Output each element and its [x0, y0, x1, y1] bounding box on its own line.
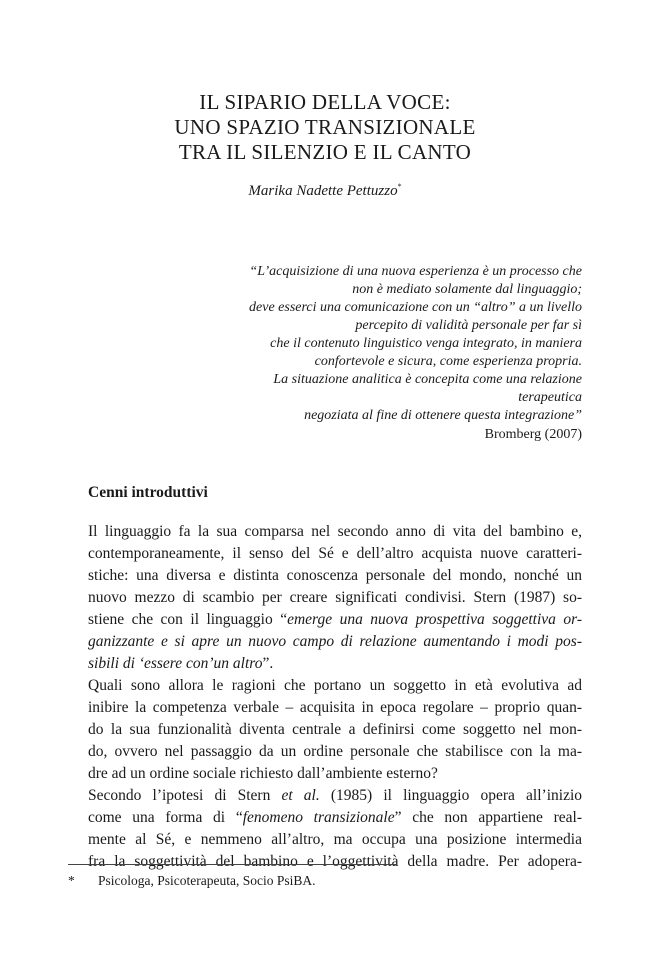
epigraph-line: che il contenuto linguistico venga integrato, in maniera — [270, 336, 582, 351]
body-text-run: Secondo l’ipotesi di Stern — [88, 787, 282, 804]
author-footnote-mark: * — [397, 182, 402, 191]
epigraph-line: deve esserci una comunicazione con un “altro” a un livello — [249, 300, 582, 315]
footnote — [68, 873, 315, 889]
body-line: Quali sono allora le ragioni che portano un soggetto in età evolutiva ad — [88, 677, 582, 694]
epigraph-line: non è mediato solamente dal linguaggio; — [352, 282, 582, 297]
footnote-mark: * — [68, 873, 75, 888]
epigraph — [192, 263, 582, 444]
section-heading: Cenni introduttivi — [88, 484, 208, 501]
paragraph — [68, 521, 582, 675]
body-text-run: (1985) il linguaggio opera all’inizio — [319, 787, 582, 804]
quote-italic: emerge una nuova prospettiva soggettiva or- — [287, 611, 582, 628]
body-text-run: ” che non appartiene real- — [394, 809, 583, 826]
author-name: Marika Nadette Pettuzzo — [248, 183, 398, 199]
body-text-run: ”. — [262, 655, 274, 672]
body-line — [68, 653, 582, 675]
body-line: mente al Sé, e nemmeno all’altro, ma occupa una posizione intermedia — [88, 831, 582, 848]
title-line: TRA IL SILENZIO E IL CANTO — [178, 140, 472, 164]
body-line: do la sua funzionalità diventa centrale a definirsi come soggetto nel mon- — [88, 721, 582, 738]
body-text-run: come una forma di “ — [88, 809, 243, 826]
body-line: dre ad un ordine sociale richiesto dall’ambiente esterno? — [88, 765, 438, 782]
body-line: do, ovvero nel passaggio da un ordine personale che stabilisce con la ma- — [88, 743, 582, 760]
epigraph-line: “L’acquisizione di una nuova esperienza è un processo che — [249, 264, 582, 279]
body-line: inibire la competenza verbale – acquisita in epoca regolare – proprio quan- — [88, 699, 582, 716]
body-line — [68, 807, 582, 829]
quote-italic: sibili di ‘essere con’un altro — [88, 655, 263, 672]
body-line: fra la soggettività del bambino e l’oggettività della madre. Per adopera- — [88, 853, 582, 870]
author-line — [0, 182, 650, 200]
paragraph — [68, 785, 582, 873]
body-text — [68, 521, 582, 873]
body-line — [68, 631, 582, 653]
body-text-run: stiene che con il linguaggio “ — [88, 611, 288, 628]
footnote-text: Psicologa, Psicoterapeuta, Socio PsiBA. — [98, 873, 316, 888]
body-line: stiche: una diversa e distinta conoscenza personale del mondo, nonché un — [88, 567, 582, 584]
paragraph — [68, 675, 582, 785]
quote-italic: ganizzante e si apre un nuovo campo di relazione aumentando i modi pos- — [88, 633, 582, 650]
article-title — [0, 90, 650, 165]
body-line: nuovo mezzo di scambio per creare significati condivisi. Stern (1987) so- — [88, 589, 582, 606]
title-line: IL SIPARIO DELLA VOCE: — [199, 90, 451, 114]
epigraph-line: confortevole e sicura, come esperienza propria. — [314, 354, 582, 369]
epigraph-line: percepito di validità personale per far sì — [355, 318, 582, 333]
epigraph-line: negoziata al fine di ottenere questa integrazione” — [304, 408, 582, 423]
italic-term: et al. — [281, 787, 320, 804]
footnote-divider — [68, 864, 396, 865]
title-line: UNO SPAZIO TRANSIZIONALE — [174, 115, 476, 139]
epigraph-line: terapeutica — [518, 390, 582, 405]
epigraph-line: La situazione analitica è concepita come una relazione — [273, 372, 582, 387]
body-line: contemporaneamente, il senso del Sé e dell’altro acquista nuove caratteri- — [88, 545, 582, 562]
body-line — [68, 609, 582, 631]
italic-term: fenomeno transizionale — [242, 809, 395, 826]
body-line: Il linguaggio fa la sua comparsa nel secondo anno di vita del bambino e, — [88, 523, 582, 540]
body-line — [68, 785, 582, 807]
epigraph-source: Bromberg (2007) — [484, 427, 582, 442]
